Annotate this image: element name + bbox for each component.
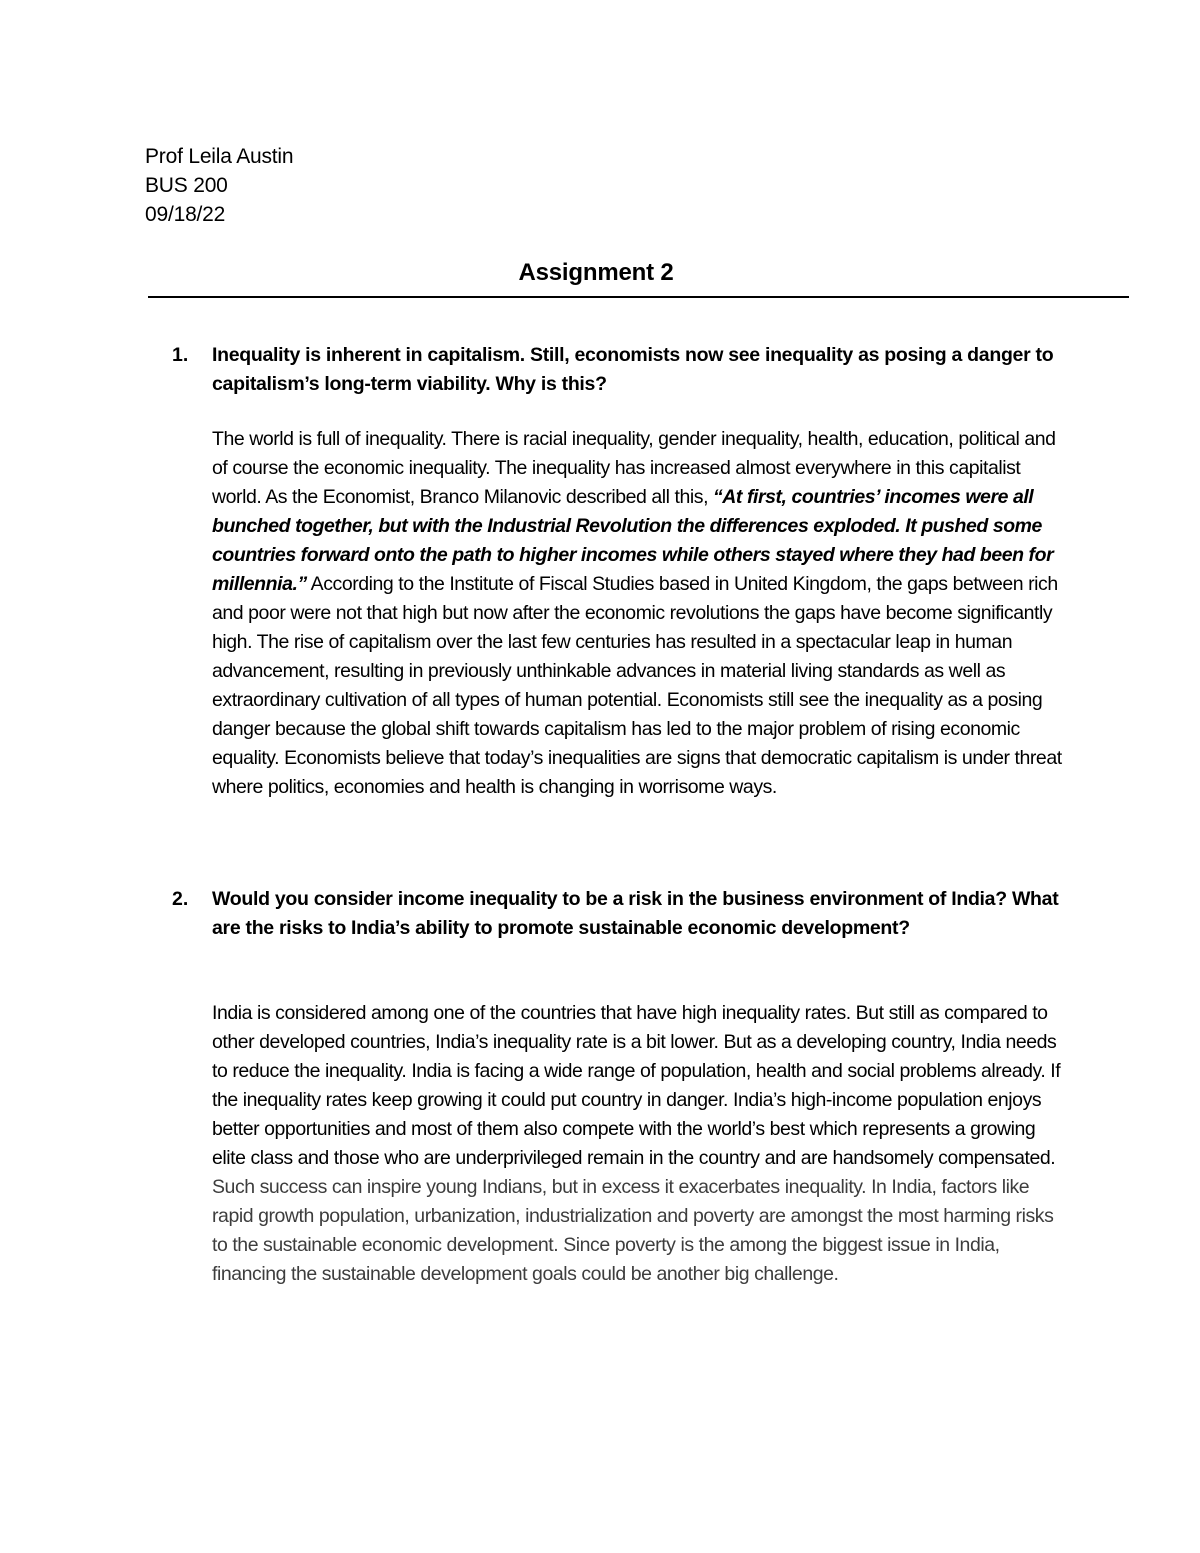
answer-2 <box>212 999 1072 1289</box>
answer-1-rest: According to the Institute of Fiscal Studies based in United Kingdom, the gaps between rich and poor were not that high but now after the economic revolutions the gaps have become significantly high. The rise of capitalism over the last few centuries has resulted in a spectacular leap in human advancement, resulting in previously unthinkable advances in material living standards as well as extraordinary cultivation of all types of human potential. Economists still see the inequality as a posing danger because the global shift towards capitalism has led to the major problem of rising economic equality. Economists believe that today’s inequalities are signs that democratic capitalism is under threat where politics, economies and health is changing in worrisome ways. <box>212 573 1062 798</box>
answer-1-quote: “At first, countries’ incomes were all bunched together, but with the Industrial Revolution the differences exploded. It pushed some countries forward onto the path to higher incomes while others stayed where they had been for millennia.” <box>212 486 1054 595</box>
answer-1 <box>212 425 1072 802</box>
question-1-number: 1. <box>172 344 189 366</box>
document-header <box>145 142 293 229</box>
title-underline-divider <box>148 296 1129 298</box>
answer-1-intro: The world is full of inequality. There is racial inequality, gender inequality, health, education, political and of course the economic inequality. The inequality has increased almost everywhere in this capitalist world. As the Economist, Branco Milanovic described all this, <box>212 428 1056 508</box>
question-2-number: 2. <box>172 888 189 910</box>
document-title: Assignment 2 <box>518 259 674 286</box>
professor-name: Prof Leila Austin <box>145 145 294 168</box>
answer-2-main: India is considered among one of the countries that have high inequality rates. But still as compared to other developed countries, India’s inequality rate is a bit lower. But as a developing country, India needs to reduce the inequality. India is facing a wide range of population, health and social problems already. If the inequality rates keep growing it could put country in danger. India’s high-income population enjoys better opportunities and most of them also compete with the world’s best which represents a growing elite class and those who are underprivileged remain in the country and are handsomely compensated. <box>212 1002 1061 1169</box>
answer-2-grey-continuation: Such success can inspire young Indians, but in excess it exacerbates inequality. In India, factors like rapid growth population, urbanization, industrialization and poverty are amongst the most harming risks to the sustainable economic development. Since poverty is the among the biggest issue in India, financing the sustainable development goals could be another big challenge. <box>212 1176 1054 1285</box>
question-2-text: Would you consider income inequality to be a risk in the business environment of India? What are the risks to India’s ability to promote sustainable economic development? <box>212 888 1059 939</box>
document-date: 09/18/22 <box>145 203 226 226</box>
question-1-text: Inequality is inherent in capitalism. Still, economists now see inequality as posing a danger to capitalism’s long-term viability. Why is this? <box>212 344 1054 395</box>
course-code: BUS 200 <box>145 174 228 197</box>
